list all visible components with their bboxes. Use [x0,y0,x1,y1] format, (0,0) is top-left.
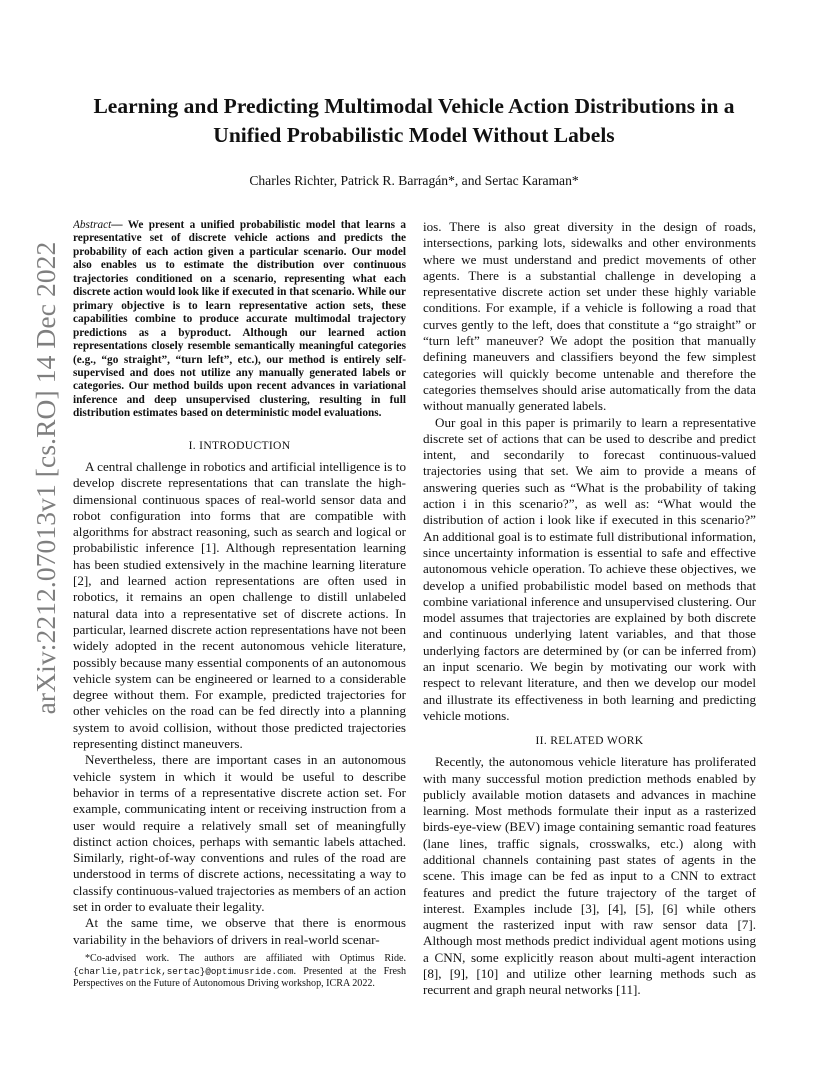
left-column [73,219,406,948]
section-heading-related-work: II. RELATED WORK [535,734,644,748]
title-line-2: Unified Probabilistic Model Without Labels [213,123,615,147]
abstract-dash: — [111,219,128,231]
abstract [73,219,406,434]
footnote-text-1: *Co-advised work. The authors are affiliated with Optimus Ride. [85,953,406,964]
section-heading-introduction: I. INTRODUCTION [188,439,291,452]
intro-paragraph-4: Our goal in this paper is primarily to learn a representative discrete set of actions that can be used to describe and predict intent, and secondarily to forecast continuous-valued trajectories using that set. We aim to provide a means of answering queries such as “What is the probability of taking action i in this scenario?”, as well as: “What would the distribution of action i look like if executed in this scenario?” An additional goal is to estimate full distributional information, since uncertainty information is essential to safe and effective autonomous vehicle operation. To achieve these objectives, we develop a unified probabilistic model based on methods that combine variational inference and unsupervised clustering. Our model assumes that trajectories are explained by both discrete and continuous underlying latent variables, and that those underlying factors are determined by (or can be inferred from) an input scenario. We begin by motivating our work with respect to relevant literature, and then we develop our model and illustrate its effectiveness in both learning and predicting vehicle motions. [423,414,756,723]
abstract-text: We present a unified probabilistic model that learns a representative set of discrete vehicle actions and predicts the probability of each action given a particular scenario. Our model also enables us to estimate the distribution over continuous trajectories conditioned on a scenario, representing what each discrete action would look like if executed in that scenario. While our primary objective is to learn representative action sets, these capabilities combine to produce accurate multimodal trajectory predictions as a byproduct. Although our learned action representations closely resemble semantically meaningful categories (e.g., “go straight”, “turn left”, etc.), our method is entirely self-supervised and does not utilize any manually generated labels or categories. Our method builds upon recent advances in variational inference and deep unsupervised clustering, resulting in full distribution estimates based on deterministic model evaluations. [73,219,406,420]
footnote-emails: {charlie,patrick,sertac}@optimusride.com [73,965,294,977]
intro-paragraph-3: At the same time, we observe that there is enormous variability in the behaviors of drivers in real-world scenar- [73,915,406,947]
intro-paragraph-2: Nevertheless, there are important cases in an autonomous vehicle system in which it would be useful to describe behavior in terms of a representative discrete action set. For example, communicating intent or receiving instruction from a user would require a relatively small set of meaningfully distinct action choices, perhaps with semantic labels attached. Similarly, right-of-way conventions and rules of the road are understood in terms of discrete actions, necessitating a way to classify continuous-valued trajectories as members of an action set in order to evaluate their legality. [73,752,406,915]
right-column [423,219,756,999]
title-line-1: Learning and Predicting Multimodal Vehicle Action Distributions in a [93,94,735,118]
footnote [73,953,406,991]
intro-paragraph-1: A central challenge in robotics and artificial intelligence is to develop discrete representations that can translate the high-dimensional continuous spaces of real-world sensor data and robot configuration into forms that are compatible with algorithms for abstract reasoning, such as search and logical or probabilistic inference [1]. Although representation learning has been studied extensively in the machine learning literature [2], and learned action representations are often used in robotics, it remains an open challenge to distill unlabeled natural data into a representative set of discrete actions. In particular, learned discrete action representations have not been widely adopted in the recent autonomous vehicle literature, possibly because many essential components of an autonomous vehicle system can be engineered or learned to a considerable degree without them. For example, predicted trajectories for other vehicles on the road can be fed directly into a planning system to avoid collision, without those predicted trajectories representing distinct maneuvers. [73,459,406,752]
arxiv-stamp-text: arXiv:2212.07013v1 [cs.RO] 14 Dec 2022 [30,241,61,715]
paper-title [60,92,768,150]
intro-paragraph-3-continued: ios. There is also great diversity in the design of roads, intersections, parking lots, sidewalks and other environments where we must understand and predict movements of other agents. There is a substantial challenge in developing a representative discrete action set under these highly variable conditions. For example, if a vehicle is following a road that curves gently to the left, does that constitute a “go straight” or “turn left” maneuver? We adopt the position that manually defining maneuvers and classifiers beyond the few simplest categories will quickly become untenable and therefore the categories themselves should arise automatically from the data without manually generated labels. [423,219,756,414]
related-paragraph-1: Recently, the autonomous vehicle literature has proliferated with many successful motion prediction methods enabled by publicly available motion datasets and advances in machine learning. Most methods formulate their input as a rasterized birds-eye-view (BEV) image containing semantic road features (lane lines, traffic signals, crosswalks, etc.) along with additional channels containing past states of agents in the scene. This image can be fed as input to a CNN to extract features and predict the future trajectory of the target of interest. Examples include [3], [4], [5], [6] while others augment the rasterized input with raw sensor data [7]. Although most methods predict individual agent motions using a CNN, some explicitly reason about multi-agent interaction [8], [9], [10] and utilize other learning methods such as recurrent and graph neural networks [11]. [423,754,756,998]
footnote-text-2: . Presented at the Fresh Perspectives on the Future of Autonomous Driving workshop, ICRA 2022. [73,965,406,990]
abstract-label: Abstract [73,219,112,231]
author-list: Charles Richter, Patrick R. Barragán*, and Sertac Karaman* [249,173,579,188]
